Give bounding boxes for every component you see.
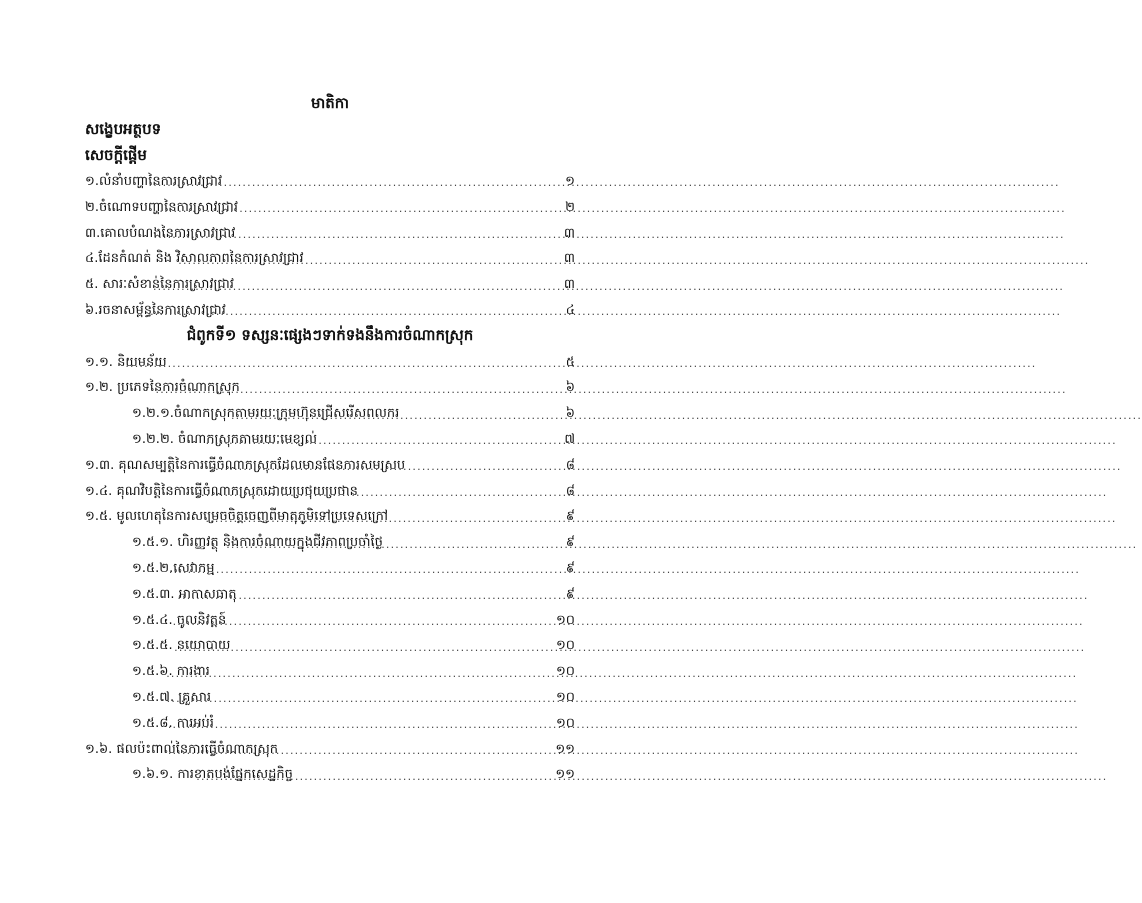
toc-entry-label: ១.៣. គុណសម្បត្តិនៃការធ្វើចំណាកស្រុកដែលមានផែនការសមស្រប (85, 457, 406, 473)
toc-entry-page: ១០ (555, 689, 575, 705)
toc-entry-label: ១.៥.១. ហិរញ្ញវត្ថុ និងការចំណាយក្នុងជីវភាពប្រចាំថ្ងៃ (132, 535, 383, 551)
dot-leader (149, 176, 565, 190)
toc-subentry[interactable] (85, 402, 575, 428)
toc-subentry[interactable] (85, 711, 575, 737)
dot-leader (196, 770, 554, 784)
toc-subentry[interactable] (85, 531, 575, 557)
toc-entry-label: ១.៥.៣. អាកាសធាតុ (132, 586, 237, 602)
toc-entry-label: ១.៦.១. ការខាតបង់ផ្នែកសេដ្ឋកិច្ច (132, 767, 293, 783)
dot-leader (168, 744, 554, 758)
toc-entry-page: ៦ (565, 380, 575, 396)
toc-entry-label: ១.៤. គុណវិបត្តិនៃការធ្វើចំណាកស្រុកដោយប្រថុយប្រថាន (85, 483, 358, 499)
toc-subentry[interactable] (85, 686, 575, 712)
toc-entry-label: ១.៥.៥. នយោបាយ (132, 638, 231, 654)
toc-subentry[interactable] (85, 428, 575, 454)
dot-leader (231, 409, 565, 423)
toc-entry-label: ១.៥.៤. ចូលនិវត្តន៍ (132, 612, 227, 628)
toc-heading-label: សេចក្ដីផ្ដើម (85, 145, 147, 164)
toc-entry-label: ១.៥. មូលហេតុនៃការសម្រេចចិត្តចេញពីមាតុភូមិទៅប្រទេសក្រៅ (85, 509, 388, 525)
toc-entry-label: ១.លំនាំបញ្ហានៃការស្រាវជ្រាវ (85, 173, 222, 189)
chapter-heading-label: ជំពូកទី១ ទស្សនៈផ្សេងៗទាក់ទងនឹងការចំណាកស្រុក (186, 326, 474, 345)
dot-leader (178, 254, 563, 268)
toc-subentry[interactable] (85, 557, 575, 583)
toc-entry-page: ៤ (565, 302, 575, 318)
toc-entry-label: ១.៥.៧. គ្រួសារ (132, 689, 211, 705)
toc-entry-page: ៦ (565, 406, 575, 422)
toc-entry-label: ១.២.២. ចំណាកស្រុកតាមរយៈមេខ្យល់ (132, 431, 318, 447)
toc-entry-page: ៧ (564, 431, 575, 447)
toc-entry-label: ១.១. និយមន័យ (85, 354, 167, 370)
toc-entry-label: ៦.រចនាសម្ព័ន្ធនៃការស្រាវជ្រាវ (85, 302, 226, 318)
toc-entry-page: ៩ (565, 560, 575, 576)
dot-leader (205, 512, 564, 526)
dot-leader (177, 589, 564, 603)
dot-leader (168, 718, 555, 732)
dot-leader (154, 228, 563, 242)
toc-entry[interactable] (85, 299, 575, 325)
toc-entry[interactable] (85, 479, 575, 505)
dot-leader (156, 383, 565, 397)
dot-leader (155, 202, 564, 216)
toc-entry-page: ៣ (563, 251, 575, 267)
toc-heading-abstract[interactable] (85, 118, 575, 144)
dot-leader (125, 357, 564, 371)
toc-entry-label: ១.៥.២.សេវាកម្ម (132, 560, 215, 576)
toc-entry[interactable] (85, 350, 575, 376)
toc-entry-label: ៤.ដែនកំណត់ និង វិសាលភាពនៃការស្រាវជ្រាវ (85, 251, 304, 267)
dot-leader (153, 280, 563, 294)
toc-entry[interactable] (85, 737, 575, 763)
toc-entry-page: ១១ (555, 767, 575, 783)
dot-leader (196, 486, 564, 500)
toc-entry-page: ១១ (555, 741, 575, 757)
toc-entry-page: ៨ (565, 483, 575, 499)
toc-subentry[interactable] (85, 582, 575, 608)
toc-entry-page: ៩ (565, 509, 575, 525)
chapter-heading[interactable] (85, 324, 575, 350)
toc-entry-page: ៩ (565, 586, 575, 602)
dot-leader (210, 460, 564, 474)
toc-subentry[interactable] (85, 634, 575, 660)
toc-entry[interactable] (85, 453, 575, 479)
toc-entry-label: ១.៥.៨. ការអប់រំ (132, 715, 214, 731)
toc-heading-label: សង្ខេបអត្ថបទ (85, 119, 162, 138)
toc-entry-page: ១ (565, 173, 575, 189)
dot-leader (174, 641, 555, 655)
toc-heading-introduction[interactable] (85, 144, 575, 170)
toc-entry[interactable] (85, 247, 575, 273)
toc-entry-page: ៩ (565, 535, 575, 551)
dot-leader (226, 538, 565, 552)
toc-entry[interactable] (85, 505, 575, 531)
dot-leader (166, 667, 555, 681)
toc-subentry[interactable] (85, 608, 575, 634)
toc-entry[interactable] (85, 170, 575, 196)
toc-entry-page: ១០ (555, 664, 575, 680)
toc-entry[interactable] (85, 273, 575, 299)
toc-entry-label: ២.ចំណោទបញ្ហានៃការស្រាវជ្រាវ (85, 199, 238, 215)
toc-entry-label: ៣.គោលបំណងនៃការស្រាវជ្រាវ (85, 225, 236, 241)
dot-leader (167, 692, 555, 706)
toc-entry-page: ១០ (555, 715, 575, 731)
dot-leader (206, 434, 564, 448)
toc-entry-page: ១០ (555, 638, 575, 654)
dot-leader (173, 615, 555, 629)
toc-entry-page: ៨ (565, 457, 575, 473)
toc-entry[interactable] (85, 376, 575, 402)
toc-entry-label: ១.៦. ផលប៉ះពាល់នៃការធ្វើចំណាកស្រុក (85, 741, 279, 757)
toc-entry-page: ២ (565, 199, 575, 215)
toc-entry-label: ៥. សារៈសំខាន់នៃការស្រាវជ្រាវ (85, 277, 234, 293)
toc-subentry[interactable] (85, 763, 575, 789)
table-of-contents (85, 89, 575, 789)
toc-subentry[interactable] (85, 660, 575, 686)
dot-leader (150, 305, 565, 319)
toc-entry-page: ៣ (563, 277, 575, 293)
toc-entry[interactable] (85, 221, 575, 247)
toc-entry-page: ៣ (563, 225, 575, 241)
toc-entry-label: ១.២. ប្រភេទនៃការចំណាកស្រុក (85, 380, 240, 396)
toc-entry[interactable] (85, 195, 575, 221)
toc-entry-label: ១.៥.៦. ការងារ (132, 664, 210, 680)
dot-leader (169, 563, 565, 577)
toc-entry-page: ៥ (565, 354, 575, 370)
toc-title: មាតិកា (310, 94, 350, 112)
toc-entry-page: ១០ (555, 612, 575, 628)
toc-entry-label: ១.២.១.ចំណាកស្រុកតាមរយៈក្រុមហ៊ុនជ្រើសរើសពលករ (132, 406, 400, 422)
